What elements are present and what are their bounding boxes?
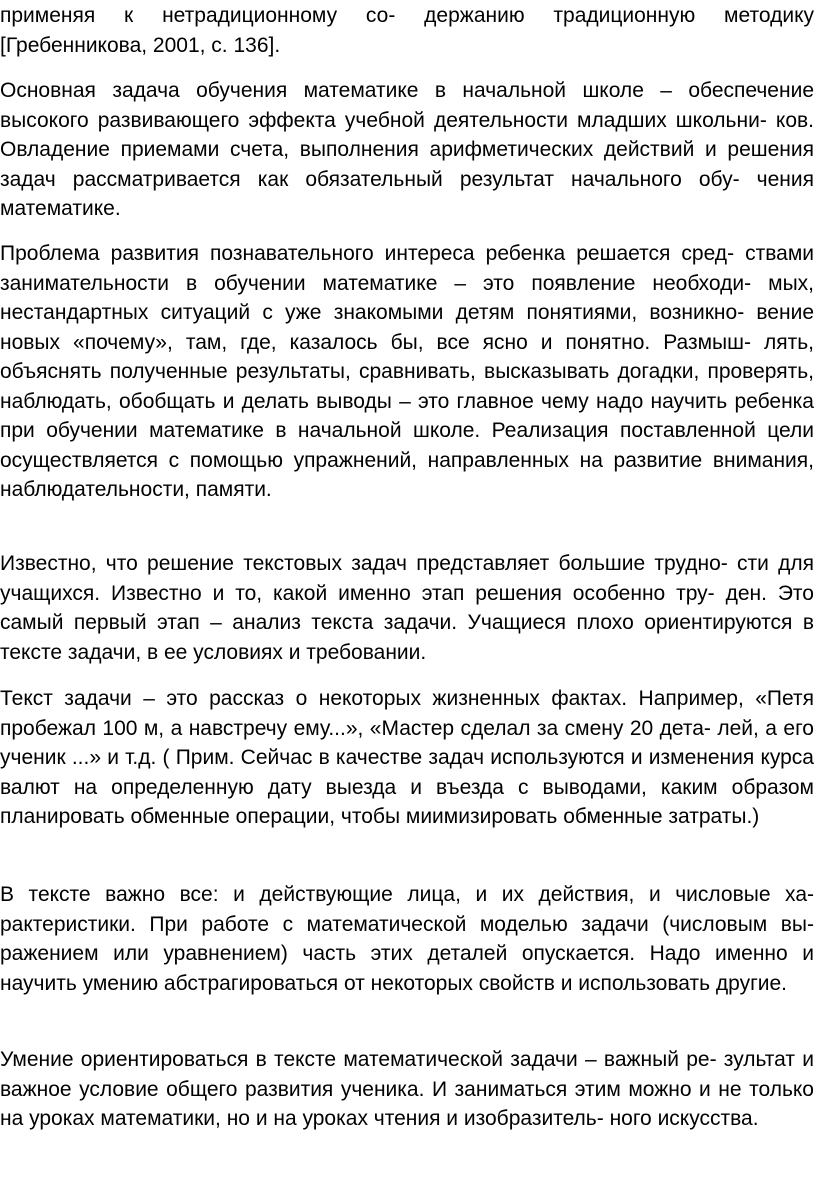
- paragraph-3: Проблема развития познавательного интереса ребенка решается сред- ствами занимательности в обучении математике – это появление необходи- мых, нестандартных ситуаций с уже знакомыми детям понятиями, возникно- вение новых «почему», там, где, казалось бы, все ясно и понятно. Размыш- лять, объяснять полученные результаты, сравнивать, высказывать догадки, проверять, наблюдать, обобщать и делать выводы – это главное чему надо научить ребенка при обучении математике в начальной школе. Реализация поставленной цели осуществляется с помощью упражнений, направленных на развитие внимания, наблюдательности, памяти.: [0, 242, 814, 501]
- paragraph-1: применяя к нетрадиционному со- держанию традиционную методику [Гребенникова, 2001, с. 136].: [0, 4, 814, 57]
- paragraph-5: Текст задачи – это рассказ о некоторых жизненных фактах. Например, «Петя пробежал 100 м, а навстречу ему...», «Мастер сделал за смену 20 дета- лей, а его ученик ...» и т.д. ( Прим. Сейчас в качестве задач используются и изменения курса валют на определенную дату выезда и въезда с выводами, каким образом планировать обменные операции, чтобы миимизировать обменные затраты.): [0, 687, 814, 828]
- paragraph-6: В тексте важно все: и действующие лица, и их действия, и числовые ха- рактеристики. При работе с математической моделью задачи (числовым вы- ражением или уравнением) часть этих деталей опускается. Надо именно и научить умению абстрагироваться от некоторых свойств и использовать другие.: [0, 883, 814, 995]
- paragraph-7: Умение ориентироваться в тексте математической задачи – важный ре- зультат и важное условие общего развития ученика. И заниматься этим можно и не только на уроках математики, но и на уроках чтения и изобразитель- ного искусства.: [0, 1048, 814, 1130]
- paragraph-4: Известно, что решение текстовых задач представляет большие трудно- сти для учащихся. Известно и то, какой именно этап решения особенно тру- ден. Это самый первый этап – анализ текста задачи. Учащиеся плохо ориентируются в тексте задачи, в ее условиях и требовании.: [0, 552, 814, 664]
- paragraph-2: Основная задача обучения математике в начальной школе – обеспечение высокого развивающего эффекта учебной деятельности младших школьни- ков. Овладение приемами счета, выполнения арифметических действий и решения задач рассматривается как обязательный результат начального обу- чения математике.: [0, 79, 814, 220]
